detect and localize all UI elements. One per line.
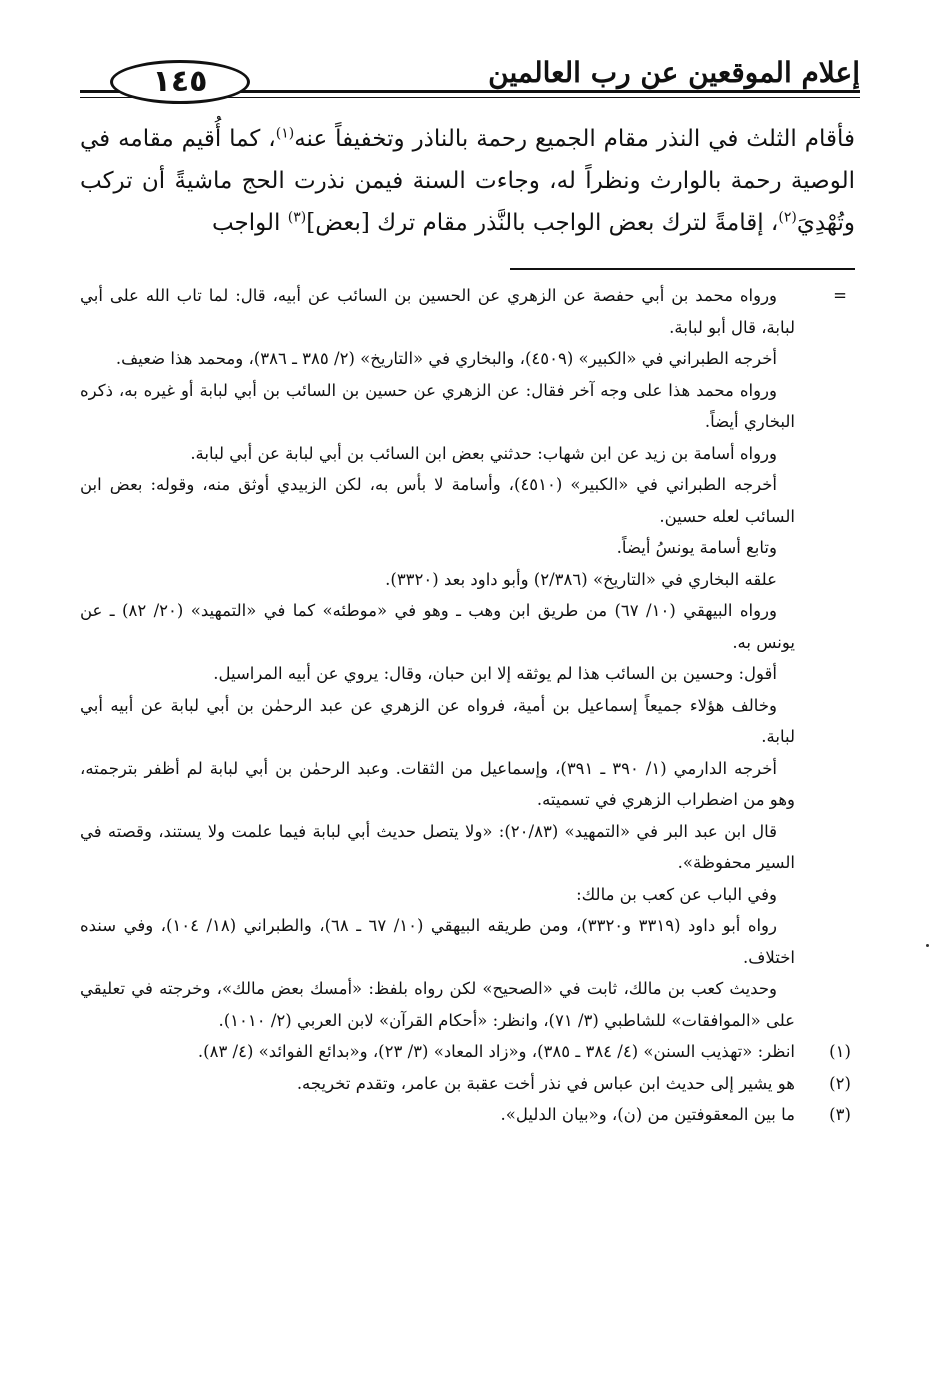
footnote-ref: (١) (275, 125, 295, 142)
footnote-3 (80, 1099, 855, 1131)
footnote-marker: (٢) (829, 1073, 851, 1093)
footnote-continuation (80, 280, 855, 1036)
main-text-segment: الواجب (211, 210, 288, 236)
main-text-segment: ، كما أُقيم مقامه في الوصية رحمة بالوارث ونظراً له، وجاءت السنة فيمن نذرت الحج ماشيةً أن تركب وتُهْدِيَ (80, 126, 855, 236)
footnote-paragraph: أخرجه الدارمي (١/ ٣٩٠ ـ ٣٩١)، وإسماعيل من الثقات. وعبد الرحمٰن بن أبي لبابة لم أظفر بترجمته، وهو من اضطراب الزهري في تسميته. (80, 758, 795, 809)
footnote-marker: (٣) (829, 1105, 851, 1124)
footnote-paragraph: وفي الباب عن كعب بن مالك: (576, 884, 777, 904)
footnote-paragraph: قال ابن عبد البر في «التمهيد» (٢٠/٨٣): «ولا يتصل حديث أبي لبابة فيما علمت ولا يستند، وقصته في السير محفوظة». (80, 821, 795, 872)
footnote-ref: (٢) (778, 209, 797, 226)
footnote-text: انظر: «تهذيب السنن» (٤/ ٣٨٤ ـ ٣٨٥)، و«زاد المعاد» (٣/ ٢٣)، و«بدائع الفوائد» (٤/ ٨٣). (197, 1042, 795, 1061)
footnote-separator (510, 268, 855, 270)
footnote-paragraph: رواه أبو داود (٣٣١٩ و٣٣٢٠)، ومن طريقه البيهقي (١٠/ ٦٧ ـ ٦٨)، والطبراني (١٨/ ١٠٤)، وفي سنده اختلاف. (80, 916, 795, 967)
footnote-text: هو يشير إلى حديث ابن عباس في نذر أخت عقبة بن عامر، وتقدم تخريجه. (296, 1073, 795, 1093)
footnote-2 (80, 1068, 855, 1100)
footnote-paragraph: ورواه البيهقي (١٠/ ٦٧) من طريق ابن وهب ـ وهو في «موطئه» كما في «التمهيد» (٢٠/ ٨٢) ـ عن يونس به. (80, 601, 795, 652)
footnote-paragraph: وخالف هؤلاء جميعاً إسماعيل بن أمية، فرواه عن الزهري عن عبد الرحمٰن بن أبي لبابة عن أبيه أبي لبابة. (80, 695, 795, 746)
footnote-paragraph: علقه البخاري في «التاريخ» (٢/٣٨٦) وأبو داود بعد (٣٣٢٠). (385, 569, 777, 589)
footnote-paragraph: أقول: وحسين بن السائب هذا لم يوثقه إلا ابن حبان، وقال: يروي عن أبيه المراسيل. (213, 664, 777, 683)
footnote-paragraph: وتابع أسامة يونسُ أيضاً. (616, 538, 777, 557)
footnote-text: ما بين المعقوفتين من (ن)، و«بيان الدليل». (500, 1105, 795, 1124)
page-number: ١٤٥ (152, 64, 208, 99)
footnote-paragraph: ورواه أسامة بن زيد عن ابن شهاب: حدثني بعض ابن السائب بن أبي لبابة عن أبي لبابة. (190, 443, 777, 463)
footnote-ref: (٣) (287, 209, 307, 226)
footnote-paragraph: ورواه محمد هذا على وجه آخر فقال: عن الزهري عن حسين بن السائب بن أبي لبابة أو غيره به، ذكره البخاري أيضاً. (80, 380, 795, 431)
footnotes (80, 280, 855, 1131)
footnote-paragraph: أخرجه الطبراني في «الكبير» (٤٥٠٩)، والبخاري في «التاريخ» (٢/ ٣٨٥ ـ ٣٨٦)، ومحمد هذا ضعيف. (115, 349, 777, 368)
footnote-paragraph: ورواه محمد بن أبي حفصة عن الزهري عن الحسين بن السائب عن أبيه، قال: لما تاب الله على أبي لبابة، قال أبو لبابة. (80, 286, 795, 337)
footnote-1 (80, 1036, 855, 1068)
scan-speck (926, 944, 929, 947)
footnote-paragraph: وحديث كعب بن مالك، ثابت في «الصحيح» لكن رواه بلفظ: «أمسك بعض مالك»، وخرجته في تعليقي على «الموافقات» للشاطبي (٣/ ٧١)، وانظر: «أحكام القرآن» لابن العربي (٢/ ١٠١٠). (80, 979, 795, 1030)
continuation-marker: = (833, 286, 847, 305)
main-text (80, 118, 855, 244)
main-paragraph (80, 118, 855, 244)
footnote-marker: (١) (829, 1042, 851, 1061)
page-number-oval (110, 60, 250, 104)
running-title: إعلام الموقعين عن رب العالمين (488, 56, 860, 89)
main-text-segment: فأقام الثلث في النذر مقام الجميع رحمة بالناذر وتخفيفاً عنه (294, 126, 855, 152)
main-text-segment: ، إقامةً لترك بعض الواجب بالنَّذر مقام ترك [بعض] (306, 210, 779, 236)
footnote-paragraph: أخرجه الطبراني في «الكبير» (٤٥١٠)، وأسامة لا بأس به، لكن الزبيدي أوثق منه، وقوله: بعض ابن السائب لعله حسين. (80, 475, 795, 526)
page-header (80, 50, 860, 110)
